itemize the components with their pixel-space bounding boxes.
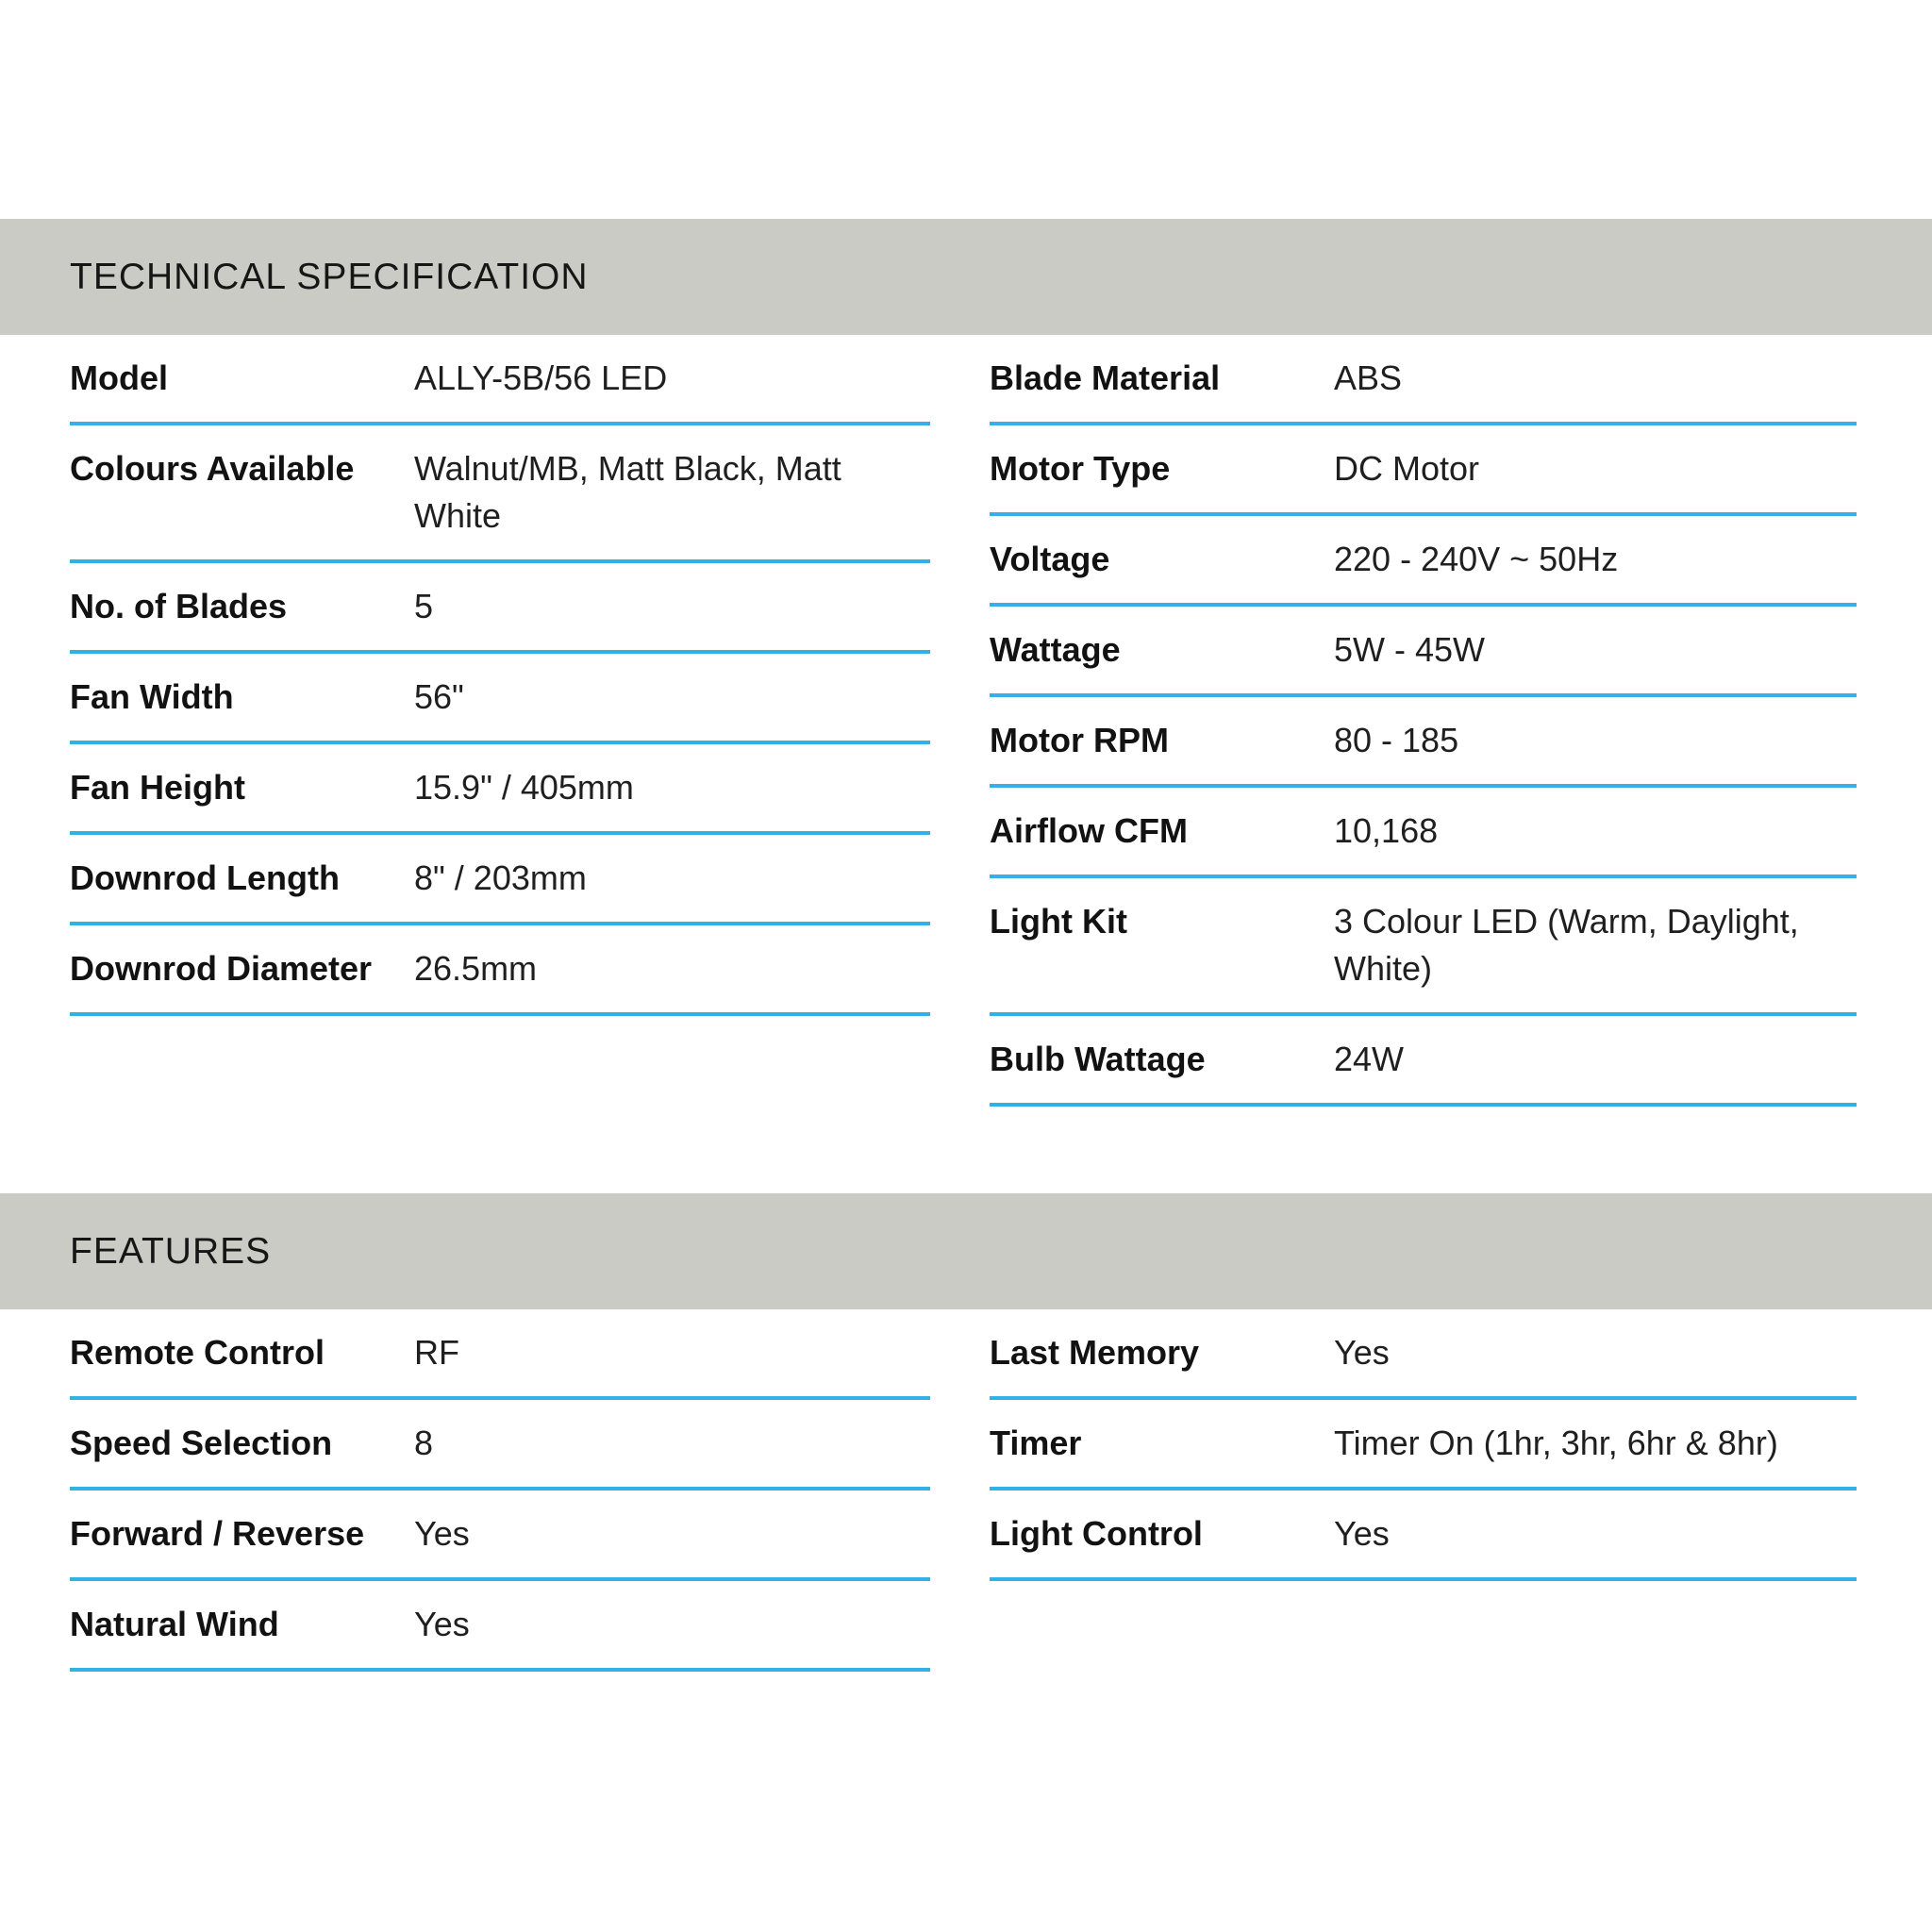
spec-value: 80 - 185: [1334, 721, 1459, 759]
spec-value: ABS: [1334, 358, 1403, 397]
spec-value: 220 - 240V ~ 50Hz: [1334, 540, 1619, 578]
section-title-features: FEATURES: [70, 1230, 272, 1272]
spec-label: Motor Type: [990, 449, 1171, 488]
spec-row: [990, 1400, 1857, 1491]
spec-row: [70, 563, 930, 654]
section-header-technical: [0, 219, 1932, 335]
spec-label: No. of Blades: [70, 587, 288, 625]
spec-label: Fan Height: [70, 768, 245, 807]
spec-row: [70, 1581, 930, 1672]
section-technical-specification: [0, 219, 1932, 1107]
features-table: [70, 1309, 1932, 1672]
spec-row: [990, 607, 1857, 697]
spec-label: Motor RPM: [990, 721, 1169, 759]
spec-row: [990, 788, 1857, 878]
spec-row: [70, 744, 930, 835]
spec-row: [990, 1309, 1857, 1400]
spec-label: Bulb Wattage: [990, 1040, 1206, 1078]
spec-label: Colours Available: [70, 449, 355, 488]
spec-row: [990, 516, 1857, 607]
spec-value: DC Motor: [1334, 449, 1480, 488]
technical-spec-table: [70, 335, 1932, 1107]
section-title-technical: TECHNICAL SPECIFICATION: [70, 256, 589, 297]
spec-value: Walnut/MB, Matt Black, Matt White: [414, 449, 841, 535]
spec-value: Timer On (1hr, 3hr, 6hr & 8hr): [1334, 1424, 1778, 1462]
spec-label: Downrod Diameter: [70, 949, 373, 988]
spec-label: Speed Selection: [70, 1424, 333, 1462]
spec-label: Timer: [990, 1424, 1082, 1462]
spec-row: [70, 654, 930, 744]
spec-row: [70, 925, 930, 1016]
spec-value: 5W - 45W: [1334, 630, 1486, 669]
spec-label: Light Kit: [990, 902, 1127, 941]
spec-row: [70, 425, 930, 563]
spec-value: 15.9" / 405mm: [414, 768, 634, 807]
spec-value: Yes: [414, 1605, 470, 1643]
spec-row: [70, 1400, 930, 1491]
spec-value: 8" / 203mm: [414, 858, 587, 897]
spec-row: [990, 335, 1857, 425]
features-left-column: [70, 1309, 930, 1672]
section-header-features: [0, 1193, 1932, 1309]
spec-row: [990, 697, 1857, 788]
spec-row: [70, 1491, 930, 1581]
spec-row: [990, 1016, 1857, 1107]
spec-label: Forward / Reverse: [70, 1514, 365, 1553]
spec-label: Last Memory: [990, 1333, 1200, 1372]
section-features: [0, 1193, 1932, 1672]
spec-value: Yes: [1334, 1333, 1390, 1372]
spec-value: 8: [414, 1424, 434, 1462]
spec-label: Light Control: [990, 1514, 1203, 1553]
spec-row: [70, 335, 930, 425]
spec-label: Blade Material: [990, 358, 1221, 397]
spec-value: Yes: [414, 1514, 470, 1553]
spec-value: Yes: [1334, 1514, 1390, 1553]
spec-value: 3 Colour LED (Warm, Daylight, White): [1334, 902, 1799, 988]
spec-label: Fan Width: [70, 677, 234, 716]
spec-row: [70, 1309, 930, 1400]
spec-value: ALLY-5B/56 LED: [414, 358, 668, 397]
spec-label: Model: [70, 358, 168, 397]
spec-label: Downrod Length: [70, 858, 340, 897]
spec-value: 10,168: [1334, 811, 1439, 850]
features-right-column: [990, 1309, 1857, 1581]
spec-label: Natural Wind: [70, 1605, 279, 1643]
spec-row: [990, 425, 1857, 516]
spec-value: RF: [414, 1333, 459, 1372]
spec-label: Voltage: [990, 540, 1110, 578]
spec-value: 24W: [1334, 1040, 1405, 1078]
spec-value: 26.5mm: [414, 949, 538, 988]
spec-value: 5: [414, 587, 434, 625]
spec-row: [990, 878, 1857, 1016]
spec-label: Remote Control: [70, 1333, 325, 1372]
technical-spec-left-column: [70, 335, 930, 1016]
spec-label: Wattage: [990, 630, 1121, 669]
spec-value: 56": [414, 677, 464, 716]
spec-label: Airflow CFM: [990, 811, 1188, 850]
spec-row: [990, 1491, 1857, 1581]
technical-spec-right-column: [990, 335, 1857, 1107]
spec-row: [70, 835, 930, 925]
